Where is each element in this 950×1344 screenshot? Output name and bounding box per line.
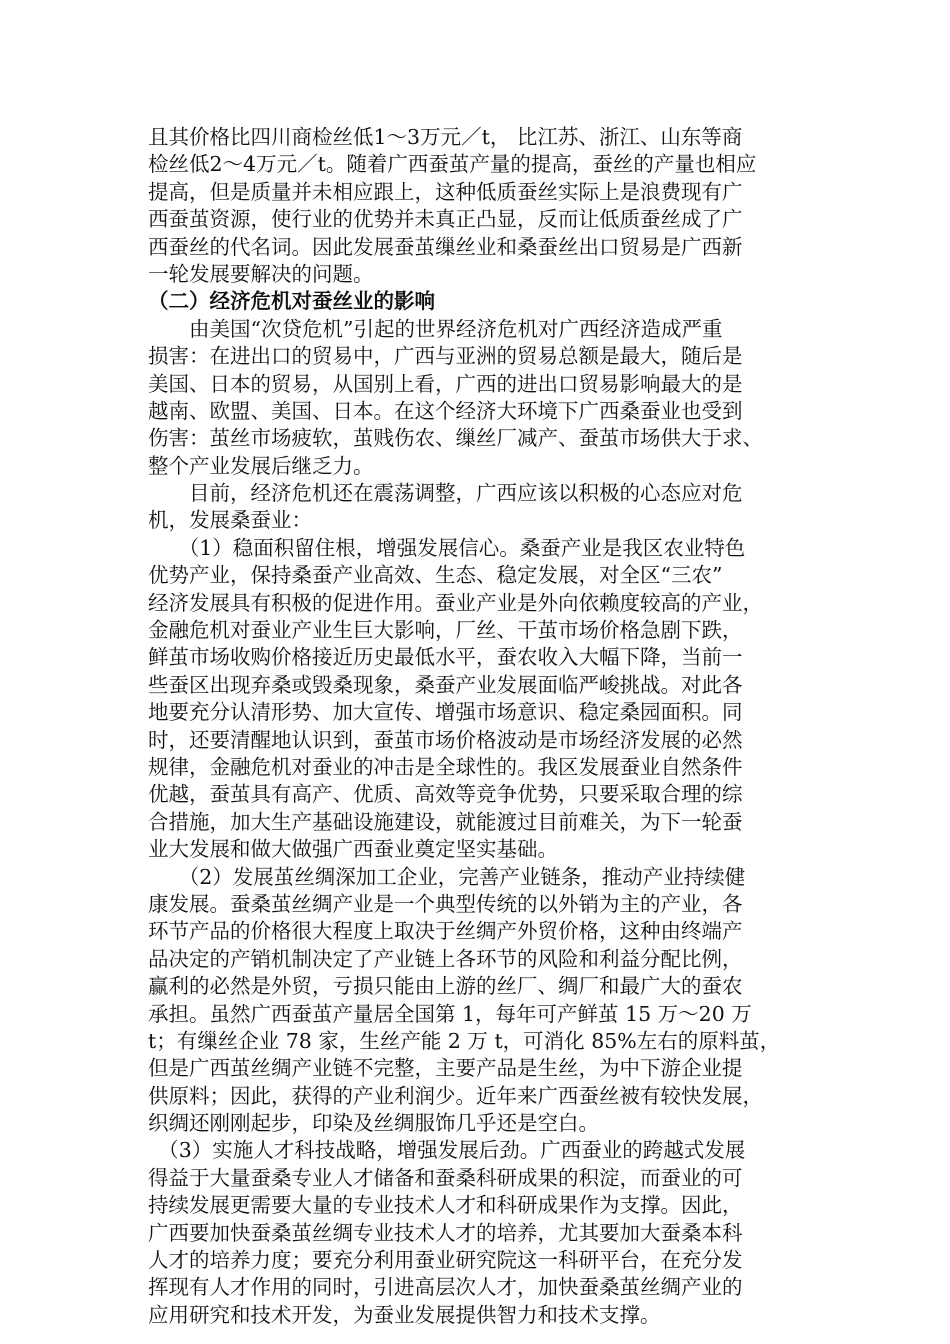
text-line: 持续发展更需要大量的专业技术人才和科研成果作为支撑。因此， [148, 1193, 743, 1218]
text-line: t；有缫丝企业 78 家，生丝产能 2 万 t，可消化 85%左右的原料茧， [148, 1028, 781, 1053]
text-line: 损害：在进出口的贸易中，广西与亚洲的贸易总额是最大，随后是 [148, 344, 743, 369]
text-line: 金融危机对蚕业产业生巨大影响，厂丝、干茧市场价格急剧下跌， [148, 618, 743, 643]
text-line: 挥现有人才作用的同时，引进高层次人才，加快蚕桑茧丝绸产业的 [148, 1275, 743, 1300]
text-line: （3）实施人才科技战略，增强发展后劲。广西蚕业的跨越式发展 [148, 1138, 746, 1163]
text-line: 西蚕丝的代名词。因此发展蚕茧缫丝业和桑蚕丝出口贸易是广西新 [148, 234, 743, 259]
text-line: 检丝低2～4万元／t。随着广西蚕茧产量的提高，蚕丝的产量也相应 [148, 152, 757, 177]
text-line: 合措施，加大生产基础设施建设，就能渡过目前难关，为下一轮蚕 [148, 809, 743, 834]
text-line: （1）稳面积留住根，增强发展信心。桑蚕产业是我区农业特色 [148, 535, 746, 560]
text-line: 康发展。蚕桑茧丝绸产业是一个典型传统的以外销为主的产业，各 [148, 891, 743, 916]
text-line: 承担。虽然广西蚕茧产量居全国第 1，每年可产鲜茧 15 万～20 万 [148, 1001, 752, 1026]
text-line: 经济发展具有积极的促进作用。蚕业产业是外向依赖度较高的产业， [148, 590, 763, 615]
text-line: 由美国“次贷危机”引起的世界经济危机对广西经济造成严重 [148, 316, 723, 341]
text-line: 广西要加快蚕桑茧丝绸专业技术人才的培养，尤其要加大蚕桑本科 [148, 1220, 743, 1245]
text-line: 供原料；因此，获得的产业利润少。近年来广西蚕丝被有较快发展， [148, 1083, 763, 1108]
text-line: 一轮发展要解决的问题。 [148, 261, 374, 286]
body-text [148, 124, 828, 1329]
text-line: 但是广西茧丝绸产业链不完整，主要产品是生丝，为中下游企业提 [148, 1056, 743, 1081]
text-line: 赢利的必然是外贸，亏损只能由上游的丝厂、绸厂和最广大的蚕农 [148, 974, 743, 999]
text-line: 人才的培养力度；要充分利用蚕业研究院这一科研平台，在充分发 [148, 1248, 743, 1273]
text-line: 目前，经济危机还在震荡调整，广西应该以积极的心态应对危 [148, 481, 743, 506]
text-line: 时，还要清醒地认识到，蚕茧市场价格波动是市场经济发展的必然 [148, 727, 743, 752]
text-line: 优越，蚕茧具有高产、优质、高效等竞争优势，只要采取合理的综 [148, 782, 743, 807]
text-line: 地要充分认清形势、加大宣传、增强市场意识、稳定桑园面积。同 [148, 700, 743, 725]
text-line: 且其价格比四川商检丝低1～3万元／t， 比江苏、浙江、山东等商 [148, 125, 743, 149]
text-line: 得益于大量蚕桑专业人才储备和蚕桑科研成果的积淀，而蚕业的可 [148, 1165, 743, 1190]
text-line: 越南、欧盟、美国、日本。在这个经济大环境下广西桑蚕业也受到 [148, 398, 743, 423]
text-line: 规律，金融危机对蚕业的冲击是全球性的。我区发展蚕业自然条件 [148, 754, 743, 779]
text-line: 机，发展桑蚕业： [148, 508, 312, 533]
text-line: 应用研究和技术开发，为蚕业发展提供智力和技术支撑。 [148, 1302, 661, 1327]
text-line: 整个产业发展后继乏力。 [148, 453, 374, 478]
text-line: 业大发展和做大做强广西蚕业奠定坚实基础。 [148, 837, 558, 862]
text-line: 品决定的产销机制决定了产业链上各环节的风险和利益分配比例， [148, 946, 743, 971]
section-heading: （二）经济危机对蚕丝业的影响 [148, 289, 435, 314]
text-line: 鲜茧市场收购价格接近历史最低水平，蚕农收入大幅下降，当前一 [148, 645, 743, 670]
text-line: （2）发展茧丝绸深加工企业，完善产业链条，推动产业持续健 [148, 864, 746, 889]
text-line: 伤害：茧丝市场疲软，茧贱伤农、缫丝厂减产、蚕茧市场供大于求、 [148, 426, 763, 451]
text-line: 些蚕区出现弃桑或毁桑现象，桑蚕产业发展面临严峻挑战。对此各 [148, 672, 743, 697]
text-line: 优势产业，保持桑蚕产业高效、生态、稳定发展，对全区“三农” [148, 563, 723, 588]
text-line: 美国、日本的贸易，从国别上看，广西的进出口贸易影响最大的是 [148, 371, 743, 396]
text-line: 环节产品的价格很大程度上取决于丝绸产外贸价格，这种由终端产 [148, 919, 743, 944]
text-line: 提高，但是质量并未相应跟上，这种低质蚕丝实际上是浪费现有广 [148, 179, 743, 204]
text-line: 西蚕茧资源，使行业的优势并未真正凸显，反而让低质蚕丝成了广 [148, 207, 743, 232]
text-line: 织绸还刚刚起步，印染及丝绸服饰几乎还是空白。 [148, 1111, 599, 1136]
